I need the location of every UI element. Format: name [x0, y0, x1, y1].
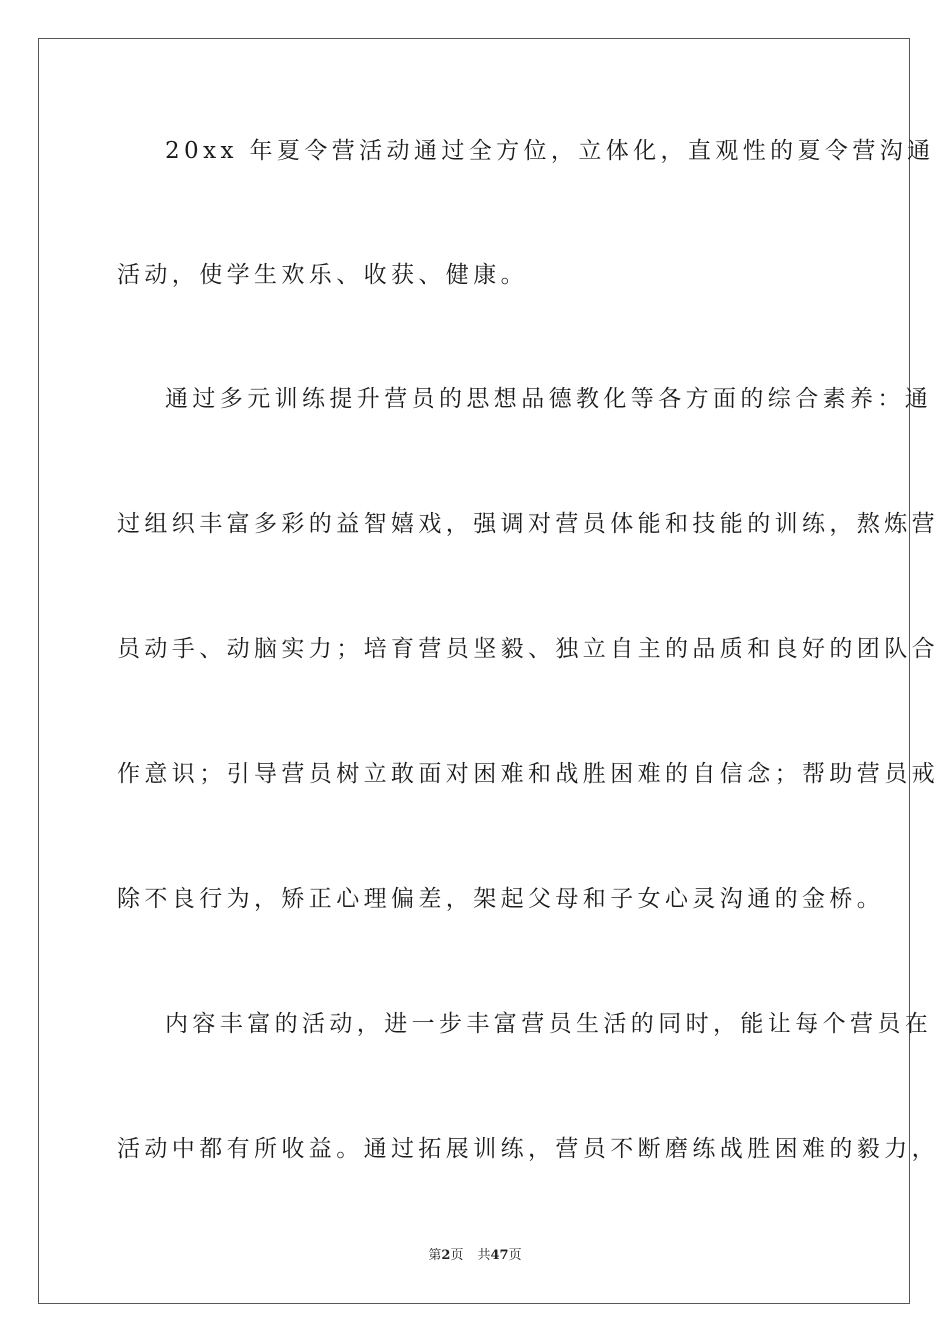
footer-prefix: 第 — [428, 1248, 442, 1263]
footer-total-suffix: 页 — [508, 1248, 522, 1263]
text-line-1: 20xx 年夏令营活动通过全方位，立体化，直观性的夏令营沟通 — [165, 138, 935, 164]
page-frame — [38, 38, 939, 1304]
total-page-count: 47 — [490, 1248, 509, 1263]
text-line-9: 活动中都有所收益。通过拓展训练，营员不断磨练战胜困难的毅力， — [117, 1136, 939, 1162]
current-page-number: 2 — [441, 1248, 451, 1263]
text-line-5: 员动手、动脑实力；培育营员坚毅、独立自主的品质和良好的团队合 — [117, 636, 939, 662]
text-line-2: 活动，使学生欢乐、收获、健康。 — [117, 262, 528, 288]
text-line-8: 内容丰富的活动，进一步丰富营员生活的同时，能让每个营员在 — [165, 1011, 933, 1037]
footer-total-prefix: 共 — [477, 1248, 491, 1263]
text-line-6: 作意识；引导营员树立敢面对困难和战胜困难的自信念；帮助营员戒 — [117, 761, 939, 787]
text-line-3: 通过多元训练提升营员的思想品德教化等各方面的综合素养：通 — [165, 386, 933, 412]
page-footer — [0, 1247, 950, 1265]
footer-page-suffix: 页 — [450, 1248, 464, 1263]
text-line-4: 过组织丰富多彩的益智嬉戏，强调对营员体能和技能的训练，熬炼营 — [117, 511, 939, 537]
text-line-7: 除不良行为，矫正心理偏差，架起父母和子女心灵沟通的金桥。 — [117, 886, 885, 912]
